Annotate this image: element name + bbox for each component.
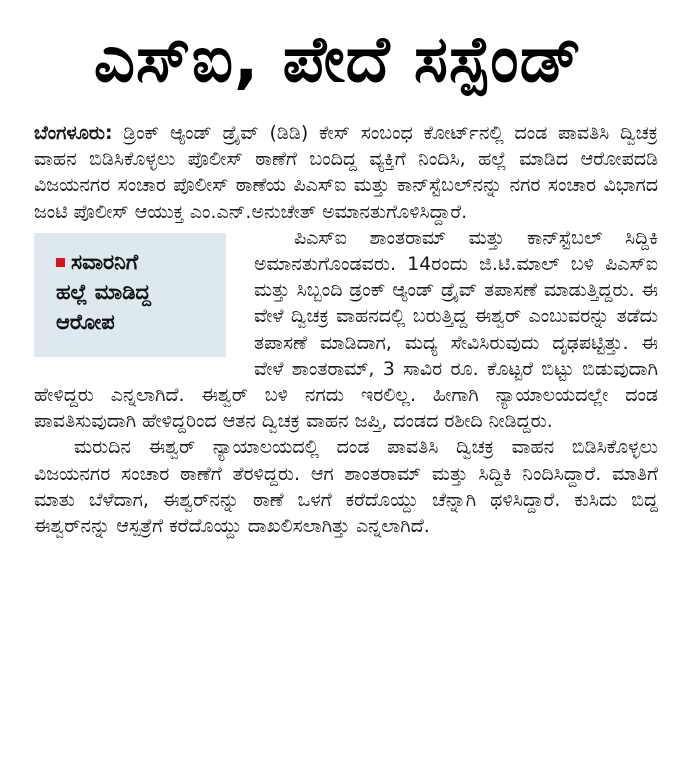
paragraph-2 <box>34 225 658 435</box>
paragraph-1-text: ಡ್ರಿಂಕ್ ಆ್ಯಂಡ್ ಡ್ರೈವ್ (ಡಿಡಿ) ಕೇಸ್ ಸಂಬಂಧ ಕೋರ್ಟ್‌ನಲ್ಲಿ ದಂಡ ಪಾವತಿಸಿ ದ್ವಿಚಕ್ರ ವಾಹನ ಬಿಡಿಸಿಕೊಳ್ಳಲು ಪೊಲೀಸ್ ಠಾಣೆಗೆ ಬಂದಿದ್ದ ವ್ಯಕ್ತಿಗೆ ನಿಂದಿಸಿ, ಹಲ್ಲೆ ಮಾಡಿದ ಆರೋಪದಡಿ ವಿಜಯನಗರ ಸಂಚಾರ ಪೊಲೀಸ್ ಠಾಣೆಯ ಪಿಎಸ್‌ಐ ಮತ್ತು ಕಾನ್‌ಸ್ಟೆಬಲ್‌ನನ್ನು ನಗರ ಸಂಚಾರ ವಿಭಾಗದ ಜಂಟಿ ಪೊಲೀಸ್ ಆಯುಕ್ತ ಎಂ.ಎನ್.ಅನುಚೇತ್ ಅಮಾನತುಗೊಳಿಸಿದ್ದಾರೆ. <box>34 122 658 223</box>
headline: ಎಸ್‌ಐ, ಪೇದೆ ಸಸ್ಪೆಂಡ್ <box>93 23 583 97</box>
dateline: ಬೆಂಗಳೂರು: <box>34 122 113 144</box>
highlight-box <box>34 233 226 357</box>
paragraph-3: ಮರುದಿನ ಈಶ್ವರ್ ನ್ಯಾಯಾಲಯದಲ್ಲಿ ದಂಡ ಪಾವತಿಸಿ ದ್ವಿಚಕ್ರ ವಾಹನ ಬಿಡಿಸಿಕೊಳ್ಳಲು ವಿಜಯನಗರ ಸಂಚಾರ ಠಾಣೆಗೆ ತೆರಳಿದ್ದರು. ಆಗ ಶಾಂತರಾಮ್ ಮತ್ತು ಸಿದ್ದಿಕಿ ನಿಂದಿಸಿದ್ದಾರೆ. ಮಾತಿಗೆ ಮಾತು ಬೆಳೆದಾಗ, ಈಶ್ವರ್‌ನನ್ನು ಠಾಣೆ ಒಳಗೆ ಕರೆದೊಯ್ದು ಚೆನ್ನಾಗಿ ಥಳಿಸಿದ್ದಾರೆ. ಕುಸಿದು ಬಿದ್ದ ಈಶ್ವರ್‌ನನ್ನು ಆಸ್ಪತ್ರೆಗೆ ಕರೆದೊಯ್ದು ದಾಖಲಿಸಲಾಗಿತ್ತು ಎನ್ನಲಾಗಿದೆ. <box>34 436 658 538</box>
bullet-icon <box>56 258 65 267</box>
paragraph-2-text: ಪಿಎಸ್‌ಐ ಶಾಂತರಾಮ್ ಮತ್ತು ಕಾನ್‌ಸ್ಟೆಬಲ್ ಸಿದ್ದಿಕಿ ಅಮಾನತುಗೊಂಡವರು. 14ರಂದು ಜಿ.ಟಿ.ಮಾಲ್ ಬಳಿ ಪಿಎಸ್‌ಐ ಮತ್ತು ಸಿಬ್ಬಂದಿ ಡ್ರಂಕ್ ಆ್ಯಂಡ್ ಡ್ರೈವ್ ತಪಾಸಣೆ ಮಾಡುತ್ತಿದ್ದರು. ಈ ವೇಳೆ ದ್ವಿಚಕ್ರ ವಾಹನದಲ್ಲಿ ಬರುತ್ತಿದ್ದ ಈಶ್ವರ್ ಎಂಬುವರನ್ನು ತಡೆದು ತಪಾಸಣೆ ಮಾಡಿದಾಗ, ಮದ್ಯ ಸೇವಿಸಿರುವುದು ದೃಢಪಟ್ಟಿತ್ತು. ಈ ವೇಳೆ ಶಾಂತರಾಮ್, 3 ಸಾವಿರ ರೂ. ಕೊಟ್ಟರೆ ಬಿಟ್ಟು ಬಿಡುವುದಾಗಿ ಹೇಳಿದ್ದರು ಎನ್ನಲಾಗಿದೆ. ಈಶ್ವರ್ ಬಳಿ ನಗದು ಇರಲಿಲ್ಲ. ಹೀಗಾಗಿ ನ್ಯಾಯಾಲಯದಲ್ಲೇ ದಂಡ ಪಾವತಿಸುವುದಾಗಿ ಹೇಳಿದ್ದರಿಂದ ಆತನ ದ್ವಿಚಕ್ರ ವಾಹನ ಜಪ್ತಿ, ದಂಡದ ರಶೀದಿ ನೀಡಿದ್ದರು. <box>34 226 658 433</box>
highlight-line-3: ಆರೋಪ <box>56 309 115 334</box>
article-body <box>34 120 658 539</box>
highlight-line-1: ಸವಾರನಿಗೆ <box>71 249 139 274</box>
highlight-line-2: ಹಲ್ಲೆ ಮಾಡಿದ್ದ <box>56 279 151 304</box>
paragraph-1 <box>34 120 658 225</box>
